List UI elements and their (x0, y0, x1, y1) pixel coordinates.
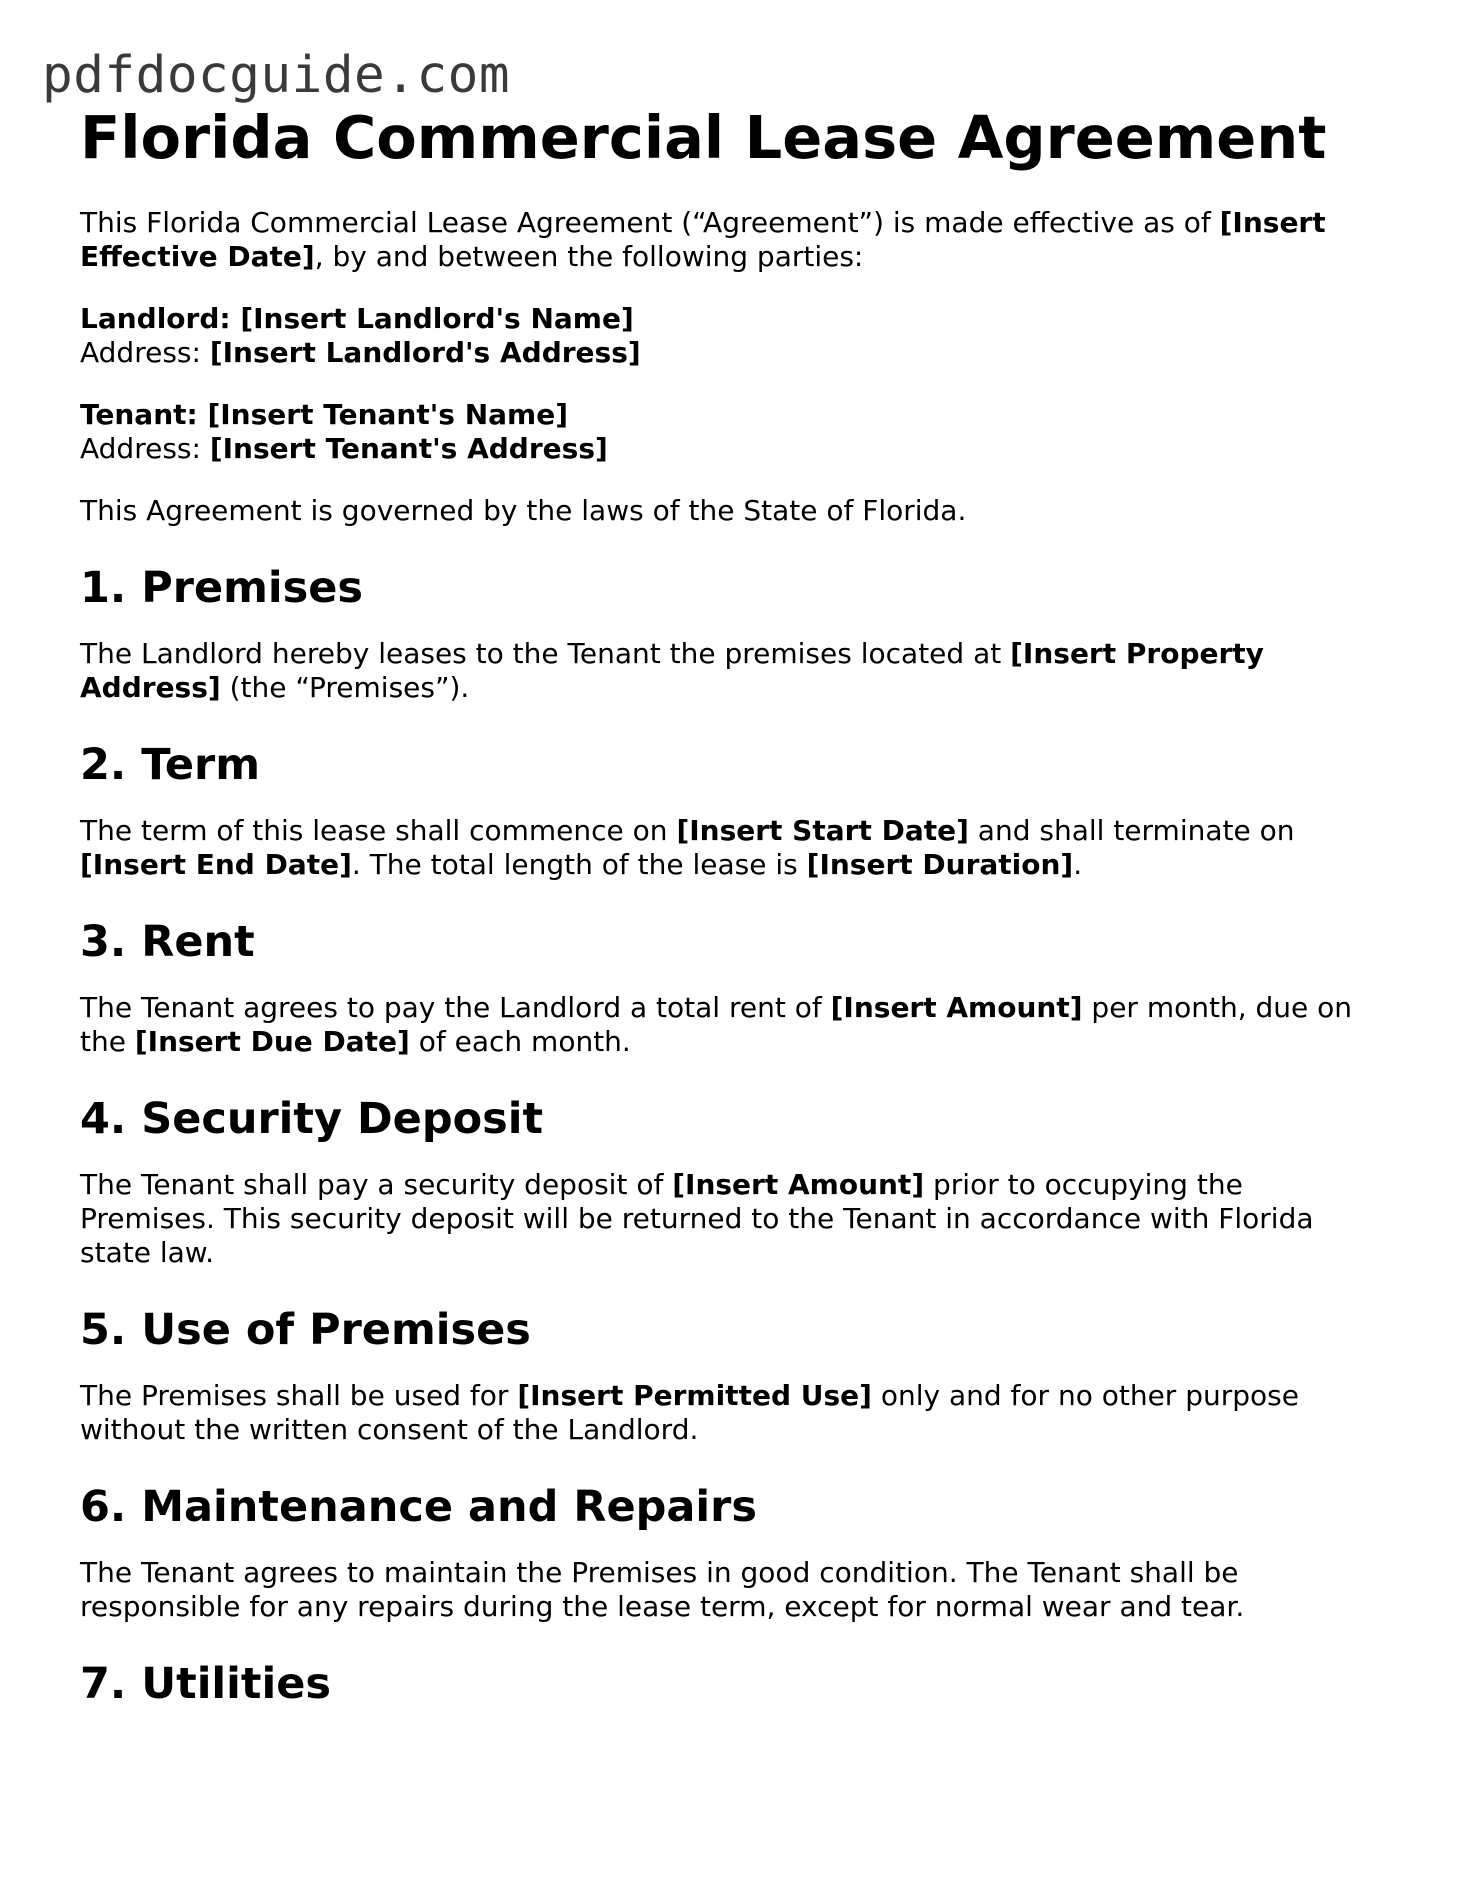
section-premises (80, 562, 1380, 705)
property-address-placeholder: [Insert Property Address] (80, 637, 1264, 704)
section-heading: 1. Premises (80, 563, 364, 613)
permitted-use-placeholder: [Insert Permitted Use] (517, 1379, 872, 1412)
section-body (80, 991, 1380, 1059)
section-maintenance (80, 1481, 1380, 1624)
body-text: The term of this lease shall commence on (80, 814, 677, 847)
governing-law: This Agreement is governed by the laws of the State of Florida. (80, 494, 967, 527)
tenant-address-line (80, 432, 1380, 466)
body-text: The Landlord hereby leases to the Tenant the premises located at (80, 637, 1011, 670)
section-use-of-premises (80, 1304, 1380, 1447)
body-text: The Tenant agrees to pay the Landlord a total rent of (80, 991, 831, 1024)
tenant-label: Tenant: [Insert Tenant's Name] (80, 398, 569, 431)
due-date-placeholder: [Insert Due Date] (134, 1025, 410, 1058)
watermark: pdfdocguide.com (42, 46, 511, 105)
body-text: only and for no other purpose without the written consent of the Landlord. (80, 1379, 1299, 1446)
landlord-address-label: Address: (80, 336, 210, 369)
section-utilities (80, 1658, 1380, 1710)
section-body: The Tenant agrees to maintain the Premises in good condition. The Tenant shall be responsible for any repairs during the lease term, except for normal wear and tear. (80, 1556, 1245, 1623)
body-text: of each month. (409, 1025, 631, 1058)
intro-text-end: , by and between the following parties: (314, 240, 864, 273)
tenant-address-placeholder: [Insert Tenant's Address] (209, 432, 608, 465)
section-rent (80, 916, 1380, 1059)
deposit-amount-placeholder: [Insert Amount] (672, 1168, 925, 1201)
section-heading: 3. Rent (80, 917, 255, 967)
effective-date-placeholder: [Insert Effective Date] (80, 206, 1326, 273)
body-text: The Premises shall be used for (80, 1379, 518, 1412)
body-text: . (1073, 848, 1083, 881)
section-heading: 5. Use of Premises (80, 1305, 531, 1355)
landlord-block (80, 302, 1380, 370)
tenant-address-label: Address: (80, 432, 210, 465)
duration-placeholder: [Insert Duration] (806, 848, 1074, 881)
landlord-address-placeholder: [Insert Landlord's Address] (209, 336, 641, 369)
end-date-placeholder: [Insert End Date] (80, 848, 352, 881)
landlord-label: Landlord: [Insert Landlord's Name] (80, 302, 634, 335)
section-body (80, 1379, 1380, 1447)
section-body (80, 814, 1380, 882)
landlord-name-line (80, 302, 1380, 336)
section-heading: 2. Term (80, 740, 261, 790)
document-title: Florida Commercial Lease Agreement (80, 103, 1327, 172)
section-heading: 4. Security Deposit (80, 1094, 544, 1144)
intro-text: This Florida Commercial Lease Agreement (“Agreement”) is made effective as of (80, 206, 1220, 239)
rent-amount-placeholder: [Insert Amount] (830, 991, 1083, 1024)
body-text: per month, due on the (80, 991, 1353, 1058)
section-body (80, 637, 1380, 705)
section-body (80, 1168, 1380, 1270)
body-text: . The total length of the lease is (351, 848, 807, 881)
tenant-block (80, 398, 1380, 466)
intro-paragraph (80, 206, 1380, 274)
section-security-deposit (80, 1093, 1380, 1270)
tenant-name-line (80, 398, 1380, 432)
body-text: (the “Premises”). (220, 671, 470, 704)
document (80, 100, 1380, 1710)
body-text: prior to occupying the Premises. This security deposit will be returned to the Tenant in accordance with Florida state law. (80, 1168, 1314, 1269)
section-term (80, 739, 1380, 882)
body-text: The Tenant shall pay a security deposit of (80, 1168, 673, 1201)
body-text: and shall terminate on (968, 814, 1295, 847)
section-heading: 7. Utilities (80, 1659, 331, 1709)
start-date-placeholder: [Insert Start Date] (676, 814, 969, 847)
section-heading: 6. Maintenance and Repairs (80, 1482, 757, 1532)
landlord-address-line (80, 336, 1380, 370)
